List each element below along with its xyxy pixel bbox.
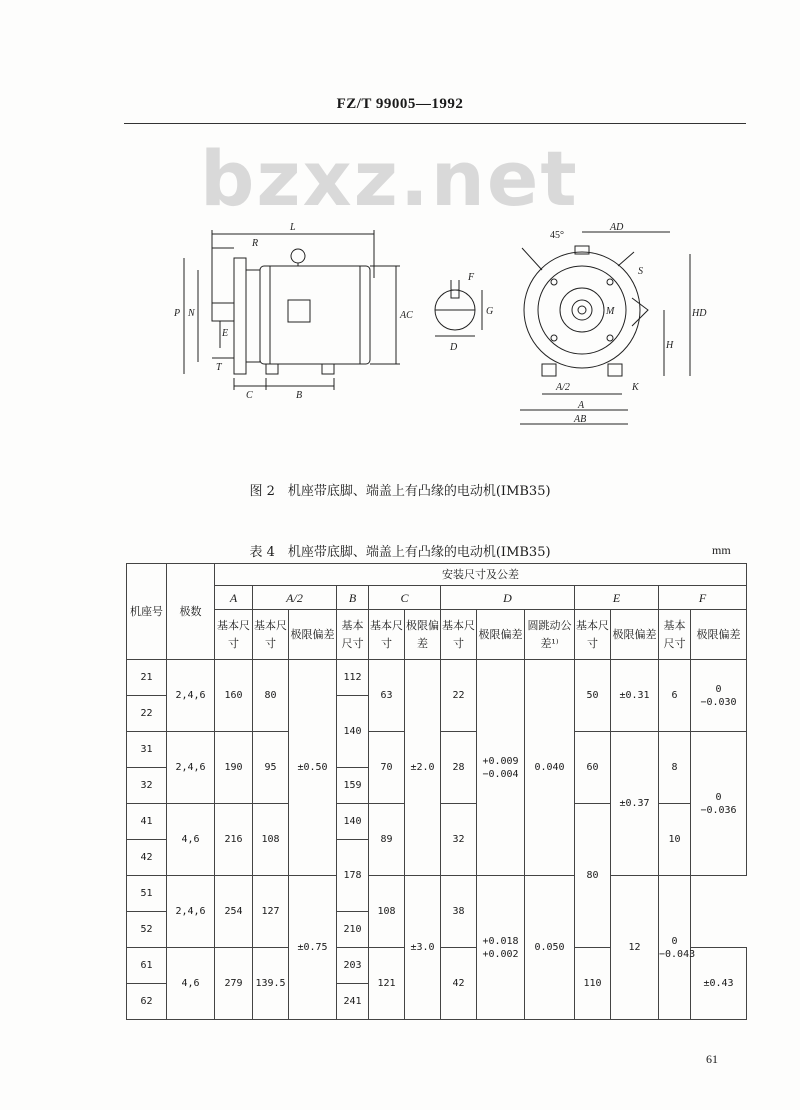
D-cell: 22 xyxy=(441,660,477,732)
D-tol-cell: +0.009 −0.004 xyxy=(477,660,525,876)
head-E: E xyxy=(575,586,659,610)
frame-cell: 62 xyxy=(127,984,167,1020)
D-cell: 38 xyxy=(441,876,477,948)
B-cell: 210 xyxy=(337,912,369,948)
C-cell: 63 xyxy=(369,660,405,732)
A2-cell: 139.5 xyxy=(253,948,289,1020)
B-cell: 159 xyxy=(337,768,369,804)
standard-header: FZ/T 99005—1992 xyxy=(336,96,464,112)
E-cell: 110 xyxy=(575,948,611,1020)
label-T: T xyxy=(216,362,222,373)
watermark: bzxz.net xyxy=(200,134,579,223)
B-cell: 112 xyxy=(337,660,369,696)
A2-cell: 80 xyxy=(253,660,289,732)
header-rule xyxy=(124,123,746,124)
label-D: D xyxy=(450,342,458,353)
D-cell: 28 xyxy=(441,732,477,804)
head-basic: 基本尺寸 xyxy=(253,610,289,660)
head-C: C xyxy=(369,586,441,610)
poles-cell: 2,4,6 xyxy=(167,732,215,804)
label-S: S xyxy=(638,266,643,277)
A-cell: 254 xyxy=(215,876,253,948)
shaft-section xyxy=(435,280,482,336)
B-cell: 140 xyxy=(337,696,369,768)
end-view xyxy=(520,232,690,424)
head-basic: 基本尺寸 xyxy=(337,610,369,660)
head-tol: 极限偏差 xyxy=(289,610,337,660)
head-tol: 极限偏差 xyxy=(611,610,659,660)
label-A: A xyxy=(578,400,585,411)
F-cell: 6 xyxy=(659,660,691,732)
runout-cell: 0.050 xyxy=(525,876,575,1020)
dimension-table xyxy=(126,563,747,1020)
figure-caption: 图 2 机座带底脚、端盖上有凸缘的电动机(IMB35) xyxy=(249,484,551,499)
label-C: C xyxy=(246,390,253,401)
poles-cell: 2,4,6 xyxy=(167,876,215,948)
C-cell: 89 xyxy=(369,804,405,876)
F-cell: 10 xyxy=(659,804,691,876)
E-cell: 60 xyxy=(575,732,611,804)
frame-cell: 52 xyxy=(127,912,167,948)
F-tol-cell: 0 −0.036 xyxy=(691,732,747,876)
A2-tol-cell: ±0.50 xyxy=(289,660,337,876)
head-basic: 基本尺寸 xyxy=(441,610,477,660)
C-tol-cell: ±3.0 xyxy=(405,876,441,1020)
E-tol-cell: ±0.37 xyxy=(611,732,659,876)
head-frame: 机座号 xyxy=(127,564,167,660)
head-B: B xyxy=(337,586,369,610)
label-B: B xyxy=(296,390,303,401)
frame-cell: 61 xyxy=(127,948,167,984)
head-A2: A/2 xyxy=(253,586,337,610)
head-basic: 基本尺寸 xyxy=(215,610,253,660)
label-H: H xyxy=(666,340,674,351)
label-AD: AD xyxy=(610,222,624,233)
head-D: D xyxy=(441,586,575,610)
label-M: M xyxy=(606,306,615,317)
frame-cell: 21 xyxy=(127,660,167,696)
E-tol-cell: ±0.43 xyxy=(691,948,747,1020)
D-cell: 42 xyxy=(441,948,477,1020)
poles-cell: 4,6 xyxy=(167,948,215,1020)
frame-cell: 31 xyxy=(127,732,167,768)
E-cell: 80 xyxy=(575,804,611,948)
E-cell: 50 xyxy=(575,660,611,732)
A2-cell: 127 xyxy=(253,876,289,948)
label-N: N xyxy=(188,308,195,319)
head-poles: 极数 xyxy=(167,564,215,660)
F-cell: 8 xyxy=(659,732,691,804)
C-cell: 70 xyxy=(369,732,405,804)
C-tol-cell: ±2.0 xyxy=(405,660,441,876)
head-tol: 极限偏差 xyxy=(691,610,747,660)
label-F: F xyxy=(468,272,475,283)
label-HD: HD xyxy=(692,308,707,319)
motor-drawing xyxy=(170,218,710,438)
table-title: 表 4 机座带底脚、端盖上有凸缘的电动机(IMB35) xyxy=(249,545,551,560)
A2-tol-cell: ±0.75 xyxy=(289,876,337,1020)
frame-cell: 32 xyxy=(127,768,167,804)
A2-cell: 95 xyxy=(253,732,289,804)
A-cell: 216 xyxy=(215,804,253,876)
head-basic: 基本尺寸 xyxy=(575,610,611,660)
E-tol-cell: ±0.31 xyxy=(611,660,659,732)
head-basic: 基本尺寸 xyxy=(659,610,691,660)
frame-cell: 22 xyxy=(127,696,167,732)
page-number: 61 xyxy=(706,1052,718,1066)
B-cell: 203 xyxy=(337,948,369,984)
A-cell: 190 xyxy=(215,732,253,804)
label-G: G xyxy=(486,306,494,317)
frame-cell: 42 xyxy=(127,840,167,876)
label-E: E xyxy=(222,328,229,339)
A2-cell: 108 xyxy=(253,804,289,876)
label-K: K xyxy=(632,382,639,393)
label-AC: AC xyxy=(400,310,413,321)
label-L: L xyxy=(290,222,296,233)
head-A: A xyxy=(215,586,253,610)
frame-cell: 51 xyxy=(127,876,167,912)
label-R: R xyxy=(252,238,259,249)
F-cell: 12 xyxy=(611,876,659,1020)
table-unit: mm xyxy=(712,543,731,557)
label-AB: AB xyxy=(574,414,587,425)
C-cell: 121 xyxy=(369,948,405,1020)
A-cell: 279 xyxy=(215,948,253,1020)
B-cell: 140 xyxy=(337,804,369,840)
head-runout: 圆跳动公差¹⁾ xyxy=(525,610,575,660)
label-P: P xyxy=(174,308,181,319)
B-cell: 241 xyxy=(337,984,369,1020)
head-basic: 基本尺寸 xyxy=(369,610,405,660)
F-tol-cell: 0 −0.030 xyxy=(691,660,747,732)
F-tol-cell: 0 −0.043 xyxy=(659,876,691,1020)
runout-cell: 0.040 xyxy=(525,660,575,876)
poles-cell: 2,4,6 xyxy=(167,660,215,732)
D-tol-cell: +0.018 +0.002 xyxy=(477,876,525,1020)
frame-cell: 41 xyxy=(127,804,167,840)
D-cell: 32 xyxy=(441,804,477,876)
B-cell: 178 xyxy=(337,840,369,912)
poles-cell: 4,6 xyxy=(167,804,215,876)
label-A2: A/2 xyxy=(556,382,570,393)
C-cell: 108 xyxy=(369,876,405,948)
head-group: 安装尺寸及公差 xyxy=(215,564,747,586)
A-cell: 160 xyxy=(215,660,253,732)
head-F: F xyxy=(659,586,747,610)
head-tol: 极限偏差 xyxy=(405,610,441,660)
head-tol: 极限偏差 xyxy=(477,610,525,660)
label-angle: 45° xyxy=(550,230,564,241)
